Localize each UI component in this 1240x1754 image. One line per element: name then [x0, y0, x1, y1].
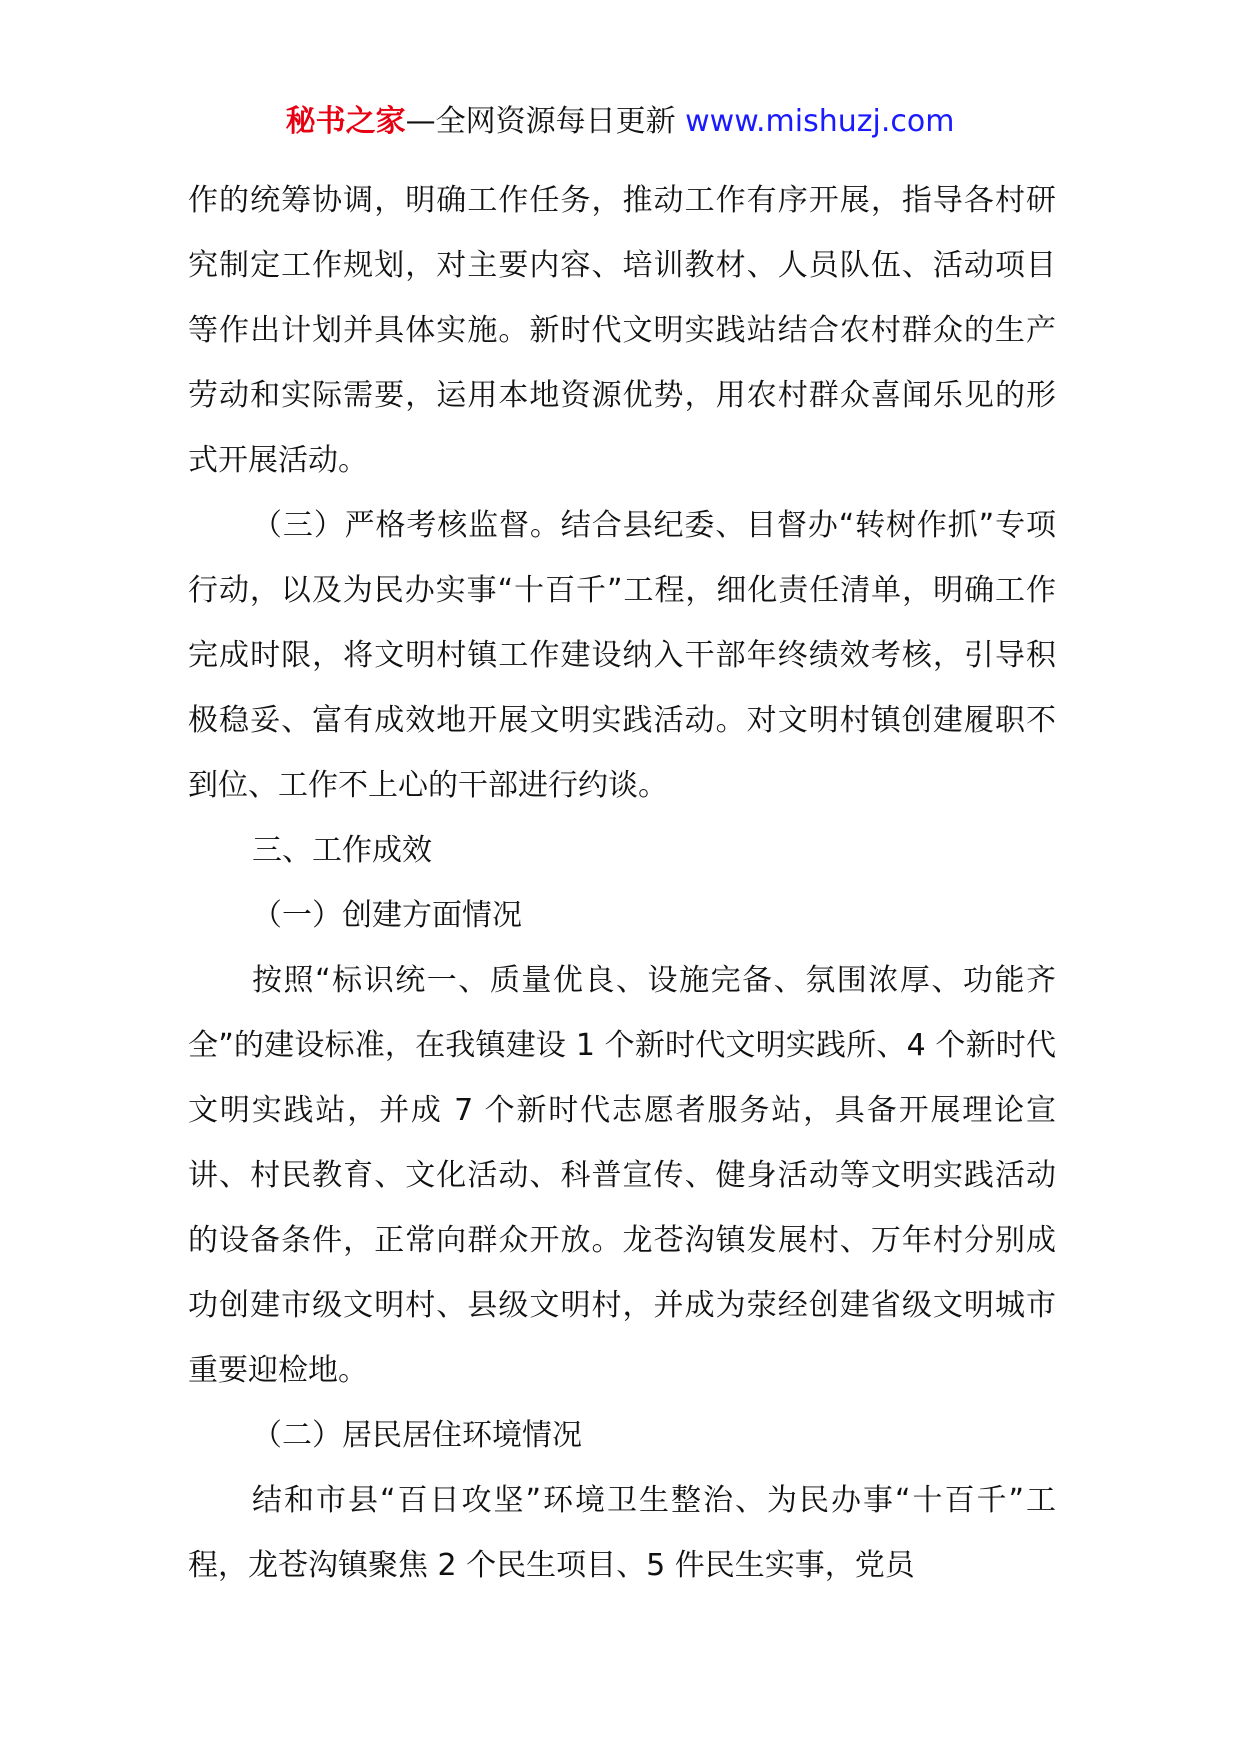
page-header — [0, 100, 1240, 144]
paragraph-continuation: 作的统筹协调，明确工作任务，推动工作有序开展，指导各村研究制定工作规划，对主要内容、培训教材、人员队伍、活动项目等作出计划并具体实施。新时代文明实践站结合农村群众的生产劳动和实际需要，运用本地资源优势，用农村群众喜闻乐见的形式开展活动。 — [188, 183, 1056, 478]
paragraph-environment: 结和市县“百日攻坚”环境卫生整治、为民办事“十百千”工程，龙苍沟镇聚焦 2 个民生项目、5 件民生实事，党员 — [188, 1483, 1056, 1583]
header-slogan: —全网资源每日更新 — [405, 104, 676, 139]
paragraph-creation: 按照“标识统一、质量优良、设施完备、氛围浓厚、功能齐全”的建设标准，在我镇建设 1 个新时代文明实践所、4 个新时代文明实践站，并成 7 个新时代志愿者服务站，具备开展理论宣讲、村民教育、文化活动、科普宣传、健身活动等文明实践活动的设备条件，正常向群众开放。龙苍沟镇发展村、万年村分别成功创建市级文明村、县级文明村，并成为荥经创建省级文明城市重要迎检地。 — [188, 963, 1056, 1388]
document-body — [188, 168, 1056, 1598]
subheading-environment: （二）居民居住环境情况 — [252, 1418, 582, 1453]
subheading-creation: （一）创建方面情况 — [252, 898, 522, 933]
paragraph-assessment: （三）严格考核监督。结合县纪委、目督办“转树作抓”专项行动，以及为民办实事“十百千”工程，细化责任清单，明确工作完成时限，将文明村镇工作建设纳入干部年终绩效考核，引导积极稳妥、富有成效地开展文明实践活动。对文明村镇创建履职不到位、工作不上心的干部进行约谈。 — [188, 508, 1056, 803]
site-url-link[interactable]: www.mishuzj.com — [685, 104, 955, 139]
section-heading-results: 三、工作成效 — [252, 833, 432, 868]
brand-name: 秘书之家 — [285, 104, 406, 139]
